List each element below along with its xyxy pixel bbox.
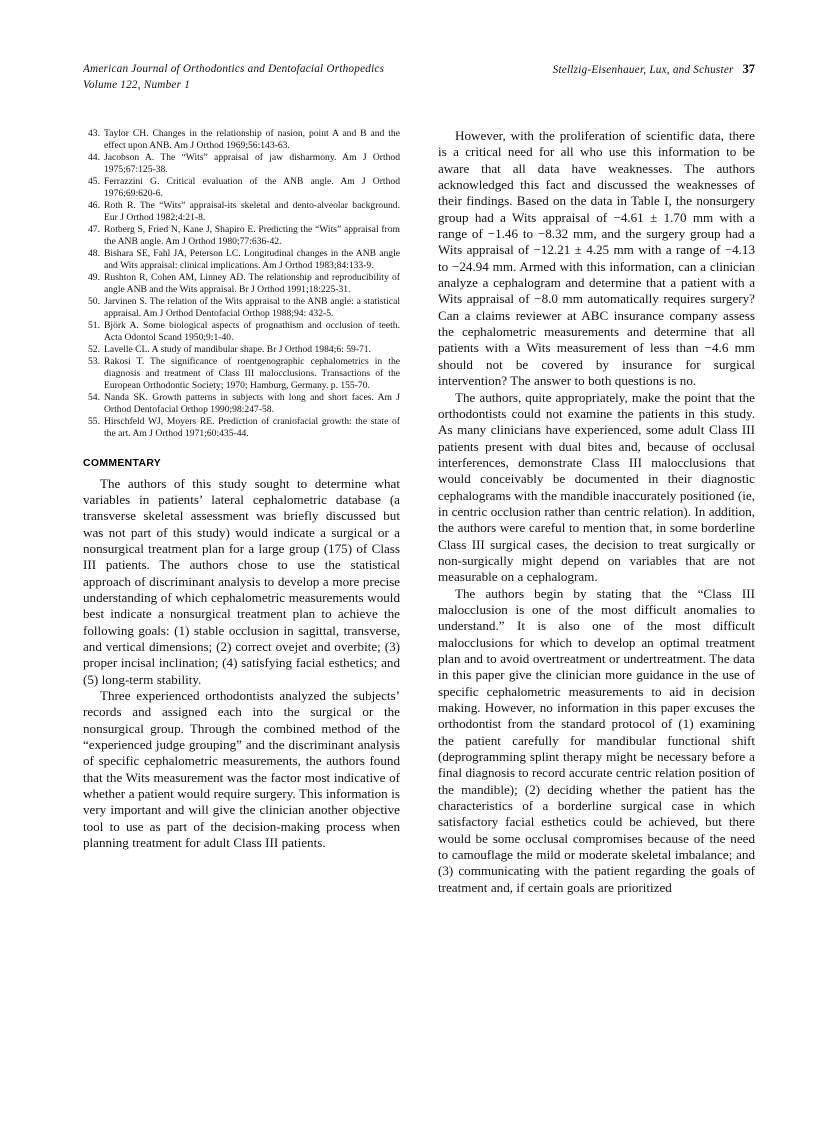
reference-list <box>83 128 400 440</box>
running-head <box>83 62 755 96</box>
reference-text: Jacobson A. The “Wits” appraisal of jaw disharmony. Am J Orthod 1975;67:125-38. <box>104 152 400 175</box>
reference-number: 53. <box>88 356 100 368</box>
commentary-paragraph: The authors begin by stating that the “Class III malocclusion is one of the most difficult anomalies to understand.” It is also one of the most difficult malocclusions for which to develop an optimal treatment plan and to avoid overtreatment or undertreatment. The data in this paper give the clinician more guidance in the use of specific cephalometric measurements to aid in decision making. However, no information in this paper excuses the orthodontist from the standard protocol of (1) examining the patient carefully for mandibular functional shift (deprogramming splint therapy might be necessary before a final diagnosis to record accurate centric relation position of the mandible); (2) deciding whether the patient has the characteristics of a borderline surgical case in which satisfactory facial esthetics could be achieved, but there would be some occlusal compromises because of the need to camouflage the mild or moderate skeletal imbalance; and (3) communicating with the patient regarding the goals of treatment and, if certain goals are prioritized <box>438 585 755 895</box>
reference-number: 46. <box>88 200 100 211</box>
reference-text: Rushton R, Cohen AM, Linney AD. The relationship and reproducibility of angle ANB and the Wits appraisal. Br J Orthod 1991;18:225-31. <box>104 272 400 295</box>
reference-item <box>83 272 400 296</box>
commentary-paragraph: However, with the proliferation of scientific data, there is a critical need for all who use this information to be aware that all data have weaknesses. The authors acknowledged this fact and discussed the weaknesses of their findings. Based on the data in Table I, the nonsurgery group had a Wits appraisal of −4.61 ± 1.70 mm with a range of −1.46 to −8.32 mm, and the surgery group had a Wits appraisal of −12.21 ± 4.25 mm with a range of −4.13 to −24.94 mm. Armed with this information, can a clinician analyze a cephalogram and determine that a patient with a Wits appraisal of −8.0 mm automatically requires surgery? Can a claims reviewer at ABC insurance company assess the cephalometric measurements and determine that all patients with a Wits measurement of less than −4.6 mm should not be covered by insurance for surgical intervention? The answer to both questions is no. <box>438 128 755 389</box>
reference-item <box>83 356 400 391</box>
reference-item <box>83 392 400 416</box>
page-number: 37 <box>742 62 755 76</box>
running-head-right <box>553 62 755 79</box>
reference-text: Hirschfeld WJ, Moyers RE. Prediction of craniofacial growth: the state of the art. Am J Orthod 1971;60:435-44. <box>104 416 400 439</box>
reference-item <box>83 152 400 176</box>
reference-number: 51. <box>88 320 100 331</box>
reference-number: 50. <box>88 296 100 307</box>
reference-text: Taylor CH. Changes in the relationship of nasion, point A and B and the effect upon ANB. Am J Orthod 1969;56:143-63. <box>104 128 400 151</box>
reference-number: 47. <box>88 224 100 235</box>
commentary-paragraph: The authors, quite appropriately, make the point that the orthodontists could not examine the patients in this study. As many clinicians have experienced, some adult Class III patients present with dual bites and, because of occlusal interferences, demonstrate Class III malocclusions that would conceivably be documented in their diagnostic cephalograms with the mandible inaccurately positioned (ie, in centric occlusion rather than centric relation). In addition, the authors were careful to mention that, in some borderline Class III surgical cases, the decision to treat surgically or non-surgically might depend on variables that are not measurable on a cephalogram. <box>438 389 755 585</box>
reference-text: Bishara SE, Fahl JA, Peterson LC. Longitudinal changes in the ANB angle and Wits appraisal: clinical implications. Am J Orthod 1983;84:133-9. <box>104 248 400 271</box>
reference-text: Lavelle CL. A study of mandibular shape. Br J Orthod 1984;6: 59-71. <box>104 344 371 355</box>
commentary-heading: COMMENTARY <box>83 457 162 469</box>
journal-title: American Journal of Orthodontics and Dentofacial Orthopedics <box>83 63 385 75</box>
reference-number: 43. <box>88 128 100 139</box>
reference-number: 55. <box>88 416 100 427</box>
reference-number: 49. <box>88 272 100 283</box>
reference-number: 48. <box>88 248 100 259</box>
reference-number: 52. <box>88 344 100 355</box>
reference-item <box>83 200 400 224</box>
reference-item <box>83 344 400 356</box>
reference-item <box>83 296 400 320</box>
reference-number: 45. <box>88 176 100 187</box>
reference-item <box>83 416 400 440</box>
author-names: Stellzig-Eisenhauer, Lux, and Schuster <box>552 64 734 76</box>
reference-text: Jarvinen S. The relation of the Wits appraisal to the ANB angle: a statistical appraisal. Am J Orthod Dentofacial Orthop 1988;94: 432-5. <box>104 296 400 319</box>
reference-number: 44. <box>88 152 100 163</box>
left-column <box>83 128 400 851</box>
reference-text: Rakosi T. The significance of roentgenographic cephalometrics in the diagnosis and treatment of Class III malocclusions. Transactions of the European Orthodontic Society; 1970; Hamburg, Germany. p. 155-70. <box>104 356 400 391</box>
two-column-body <box>83 128 755 1058</box>
reference-text: Ferrazzini G. Critical evaluation of the ANB angle. Am J Orthod 1976;69:620-6. <box>104 176 400 199</box>
reference-item <box>83 224 400 248</box>
reference-item <box>83 248 400 272</box>
commentary-paragraph: Three experienced orthodontists analyzed the subjects’ records and assigned each into the surgical or the nonsurgical group. Through the combined method of the “experienced judge grouping” and the discriminant analysis of specific cephalometric measurements, the authors found that the Wits measurement was the factor most indicative of whether a patient would require surgery. This information is very important and will give the clinician another objective tool to use as part of the decision-making process when planning treatment for adult Class III patients. <box>83 687 400 851</box>
reference-item <box>83 320 400 344</box>
reference-item <box>83 176 400 200</box>
reference-text: Nanda SK. Growth patterns in subjects with long and short faces. Am J Orthod Dentofacial Orthop 1990;98:247-58. <box>104 392 400 415</box>
right-column <box>438 128 755 896</box>
reference-text: Roth R. The “Wits” appraisal-its skeletal and dento-alveolar background. Eur J Orthod 1982;4:21-8. <box>104 200 400 223</box>
reference-text: Rotberg S, Fried N, Kane J, Shapiro E. Predicting the “Wits” appraisal from the ANB angle. Am J Orthod 1980;77:636-42. <box>104 224 400 247</box>
reference-number: 54. <box>88 392 100 403</box>
reference-text: Björk A. Some biological aspects of prognathism and occlusion of teeth. Acta Odontol Scand 1950;9:1-40. <box>104 320 400 343</box>
commentary-paragraph: The authors of this study sought to determine what variables in patients’ lateral cephalometric database (a transverse skeletal assessment was briefly discussed but was not part of this study) would indicate a surgical or a nonsurgical treatment plan for a large group (175) of Class III patients. The authors chose to use the statistical approach of discriminant analysis to develop a more precise understanding of which cephalometric measurements would best indicate a nonsurgical treatment plan to achieve the following goals: (1) stable occlusion in sagittal, transverse, and vertical dimensions; (2) correct ovejet and overbite; (3) proper incisal inclination; (4) satisfying facial esthetics; and (5) long-term stability. <box>83 475 400 687</box>
volume-issue: Volume 122, Number 1 <box>83 78 191 91</box>
reference-item <box>83 128 400 152</box>
running-head-left <box>83 62 384 93</box>
